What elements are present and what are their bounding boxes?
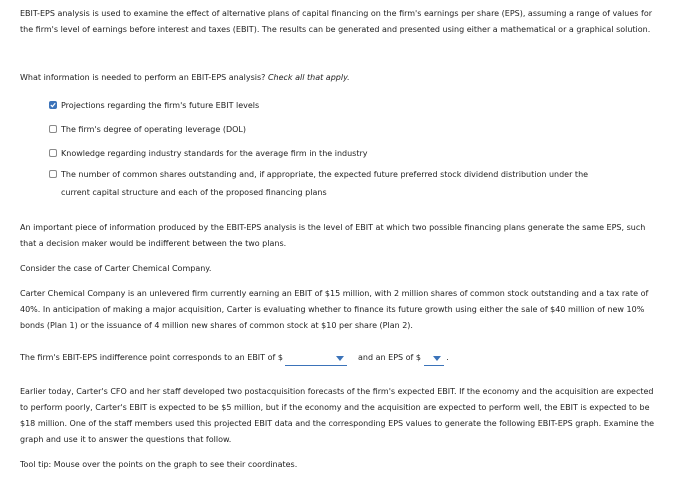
indifference-paragraph: An important piece of information produced by the EBIT-EPS analysis is the level of EBIT at which two possible financing plans generate the same EPS, such that a decision maker would be indifferent between the two plans. xyxy=(20,223,646,248)
option-ebit-projections[interactable] xyxy=(49,97,649,115)
checkmark-icon xyxy=(50,102,56,108)
carter-paragraph: Carter Chemical Company is an unlevered firm currently earning an EBIT of $15 million, with 2 million shares of common stock outstanding and a tax rate of 40%. In anticipation of making a major acquisition, Carter is evaluating whether to finance its future growth using either the sale of $40 million of new 10% bonds (Plan 1) or the issuance of 4 million new shares of common stock at $10 per share (Plan 2). xyxy=(20,289,649,330)
checkbox-checked[interactable] xyxy=(49,101,57,109)
fill-in-prefix: The firm's EBIT-EPS indifference point corresponds to an EBIT of $ xyxy=(20,353,283,362)
chevron-down-icon xyxy=(336,356,344,361)
option-label: The firm's degree of operating leverage (DOL) xyxy=(61,125,246,134)
option-label: Projections regarding the firm's future EBIT levels xyxy=(61,101,260,110)
checkbox[interactable] xyxy=(49,170,57,178)
fill-in-middle: and an EPS of $ xyxy=(358,353,421,362)
option-label: Knowledge regarding industry standards for the average firm in the industry xyxy=(61,149,368,158)
option-dol[interactable] xyxy=(49,121,649,139)
consider-paragraph: Consider the case of Carter Chemical Company. xyxy=(20,264,212,273)
eps-dropdown[interactable] xyxy=(424,353,444,366)
fill-in-suffix: . xyxy=(446,353,449,362)
option-label: The number of common shares outstanding and, if appropriate, the expected future preferred stock dividend distribution under the current capital structure and each of the proposed financing plans xyxy=(61,170,589,197)
ebit-dropdown[interactable] xyxy=(285,353,347,366)
chevron-down-icon xyxy=(433,356,441,361)
question-text: What information is needed to perform an EBIT-EPS analysis? xyxy=(20,73,266,82)
intro-paragraph: EBIT-EPS analysis is used to examine the effect of alternative plans of capital financing on the firm's earnings per share (EPS), assuming a range of values for the firm's level of earnings before interest and taxes (EBIT). The results can be generated and presented using either a mathematical or a graphical solution. xyxy=(20,9,653,34)
option-industry-standards[interactable] xyxy=(49,145,649,163)
tooltip-hint: Tool tip: Mouse over the points on the graph to see their coordinates. xyxy=(20,460,298,469)
question-prompt xyxy=(20,70,660,86)
checkbox[interactable] xyxy=(49,149,57,157)
indifference-fill-in xyxy=(20,350,660,366)
forecast-paragraph: Earlier today, Carter's CFO and her staff developed two postacquisition forecasts of the firm's expected EBIT. If the economy and the acquisition are expected to perform poorly, Carter's EBIT is expected to be $5 million, but if the economy and the acquisition are expected to perform well, the EBIT is expected to be $18 million. One of the staff members used this projected EBIT data and the corresponding EPS values to generate the following EBIT-EPS graph. Examine the graph and use it to answer the questions that follow. xyxy=(20,387,655,444)
option-shares-outstanding[interactable] xyxy=(49,166,619,202)
checkbox[interactable] xyxy=(49,125,57,133)
question-instruction: Check all that apply. xyxy=(267,73,350,82)
